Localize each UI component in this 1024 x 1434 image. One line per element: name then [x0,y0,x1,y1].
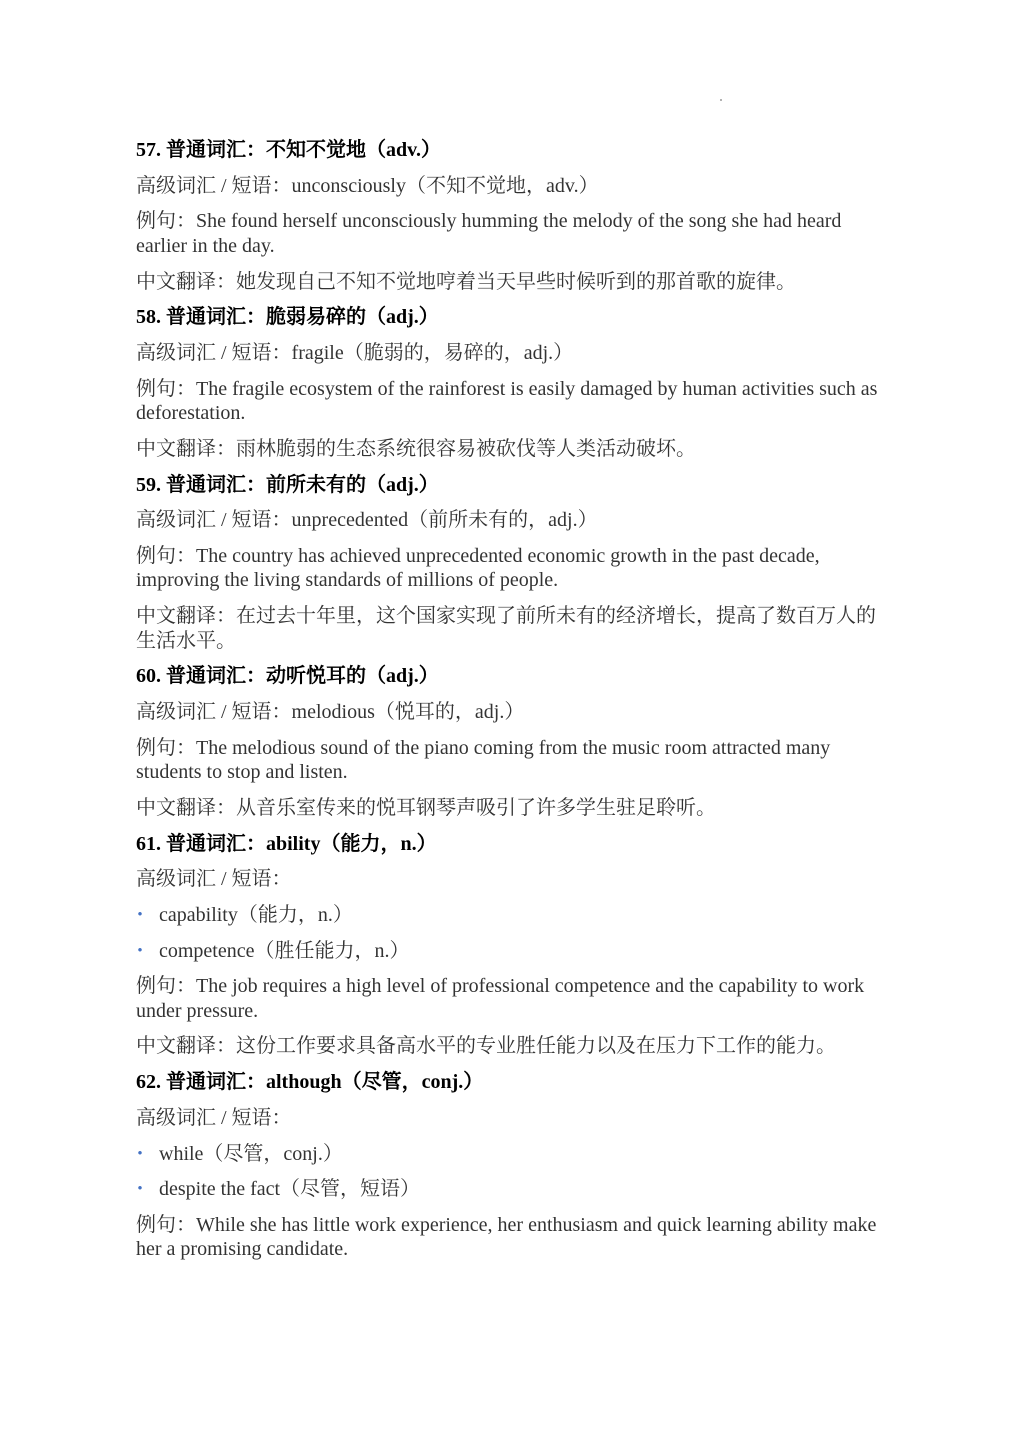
example-line: 例句：The job requires a high level of professional competence and the capability to work [136,975,865,998]
example-line: 例句：The country has achieved unprecedented economic growth in the past decade, [136,544,820,567]
translation-line: 中文翻译：从音乐室传来的悦耳钢琴声吸引了许多学生驻足聆听。 [136,796,716,819]
example-line: deforestation. [136,402,246,425]
example-line: improving the living standards of millions of people. [136,569,559,592]
alternative-item [136,1177,877,1202]
alternative-item [136,1142,877,1167]
vocab-entry-60 [136,664,877,820]
entry-heading: 57. 普通词汇：不知不觉地（adv.） [136,139,442,161]
example-line: 例句：While she has little work experience, her enthusiasm and quick learning ability make [136,1213,877,1236]
example-line: 例句：The fragile ecosystem of the rainforest is easily damaged by human activities such as [136,377,878,400]
chinese-translation [136,437,877,462]
example-sentence [136,974,877,1023]
bullet-icon [136,1142,144,1167]
vocab-entry-61 [136,832,877,1059]
example-sentence [136,736,877,785]
entry-heading: 59. 普通词汇：前所未有的（adj.） [136,473,439,496]
example-sentence [136,377,877,426]
translation-line: 生活水平。 [136,629,236,652]
vocab-entry-57 [136,138,877,294]
example-sentence [136,209,877,258]
page-mark [720,99,722,101]
chinese-translation [136,1034,877,1059]
vocab-entry-62 [136,1070,877,1262]
translation-line: 中文翻译：她发现自己不知不觉地哼着当天早些时候听到的那首歌的旋律。 [136,270,796,293]
bullet-icon [136,903,144,928]
translation-line: 中文翻译：在过去十年里，这个国家实现了前所未有的经济增长，提高了数百万人的 [136,605,876,628]
bullet-icon [136,939,144,964]
example-line: earlier in the day. [136,234,275,257]
advanced-phrase: 高级词汇 / 短语：unprecedented（前所未有的，adj.） [136,509,598,532]
bullet-icon [136,1177,144,1202]
entry-heading: 61. 普通词汇：ability（能力，n.） [136,832,437,855]
chinese-translation [136,796,877,821]
example-line: 例句：She found herself unconsciously humming the melody of the song she had heard [136,210,842,233]
advanced-phrase-label: 高级词汇 / 短语： [136,868,292,891]
entry-heading: 58. 普通词汇：脆弱易碎的（adj.） [136,306,439,329]
example-sentence [136,544,877,593]
alternative-text: capability（能力，n.） [159,903,353,926]
chinese-translation [136,270,877,295]
alternative-text: while（尽管，conj.） [159,1142,343,1165]
entry-heading: 60. 普通词汇：动听悦耳的（adj.） [136,665,439,688]
alternative-text: competence（胜任能力，n.） [159,939,410,962]
vocabulary-list [136,138,877,1273]
advanced-phrase: 高级词汇 / 短语：unconsciously（不知不觉地，adv.） [136,174,599,197]
advanced-phrase: 高级词汇 / 短语：melodious（悦耳的，adj.） [136,700,525,723]
advanced-phrase-label: 高级词汇 / 短语： [136,1106,292,1129]
chinese-translation [136,604,877,653]
vocab-entry-58 [136,305,877,461]
example-line: under pressure. [136,999,259,1022]
translation-line: 中文翻译：这份工作要求具备高水平的专业胜任能力以及在压力下工作的能力。 [136,1035,836,1058]
example-line: 例句：The melodious sound of the piano coming from the music room attracted many [136,736,831,759]
example-line: her a promising candidate. [136,1238,349,1261]
alternative-text: despite the fact（尽管，短语） [159,1178,421,1201]
alternative-item [136,939,877,964]
alternative-item [136,903,877,928]
vocab-entry-59 [136,473,877,654]
advanced-phrase: 高级词汇 / 短语：fragile（脆弱的，易碎的，adj.） [136,341,574,364]
translation-line: 中文翻译：雨林脆弱的生态系统很容易被砍伐等人类活动破坏。 [136,437,696,460]
entry-heading: 62. 普通词汇：although（尽管，conj.） [136,1071,484,1094]
example-sentence [136,1213,877,1262]
example-line: students to stop and listen. [136,761,348,784]
